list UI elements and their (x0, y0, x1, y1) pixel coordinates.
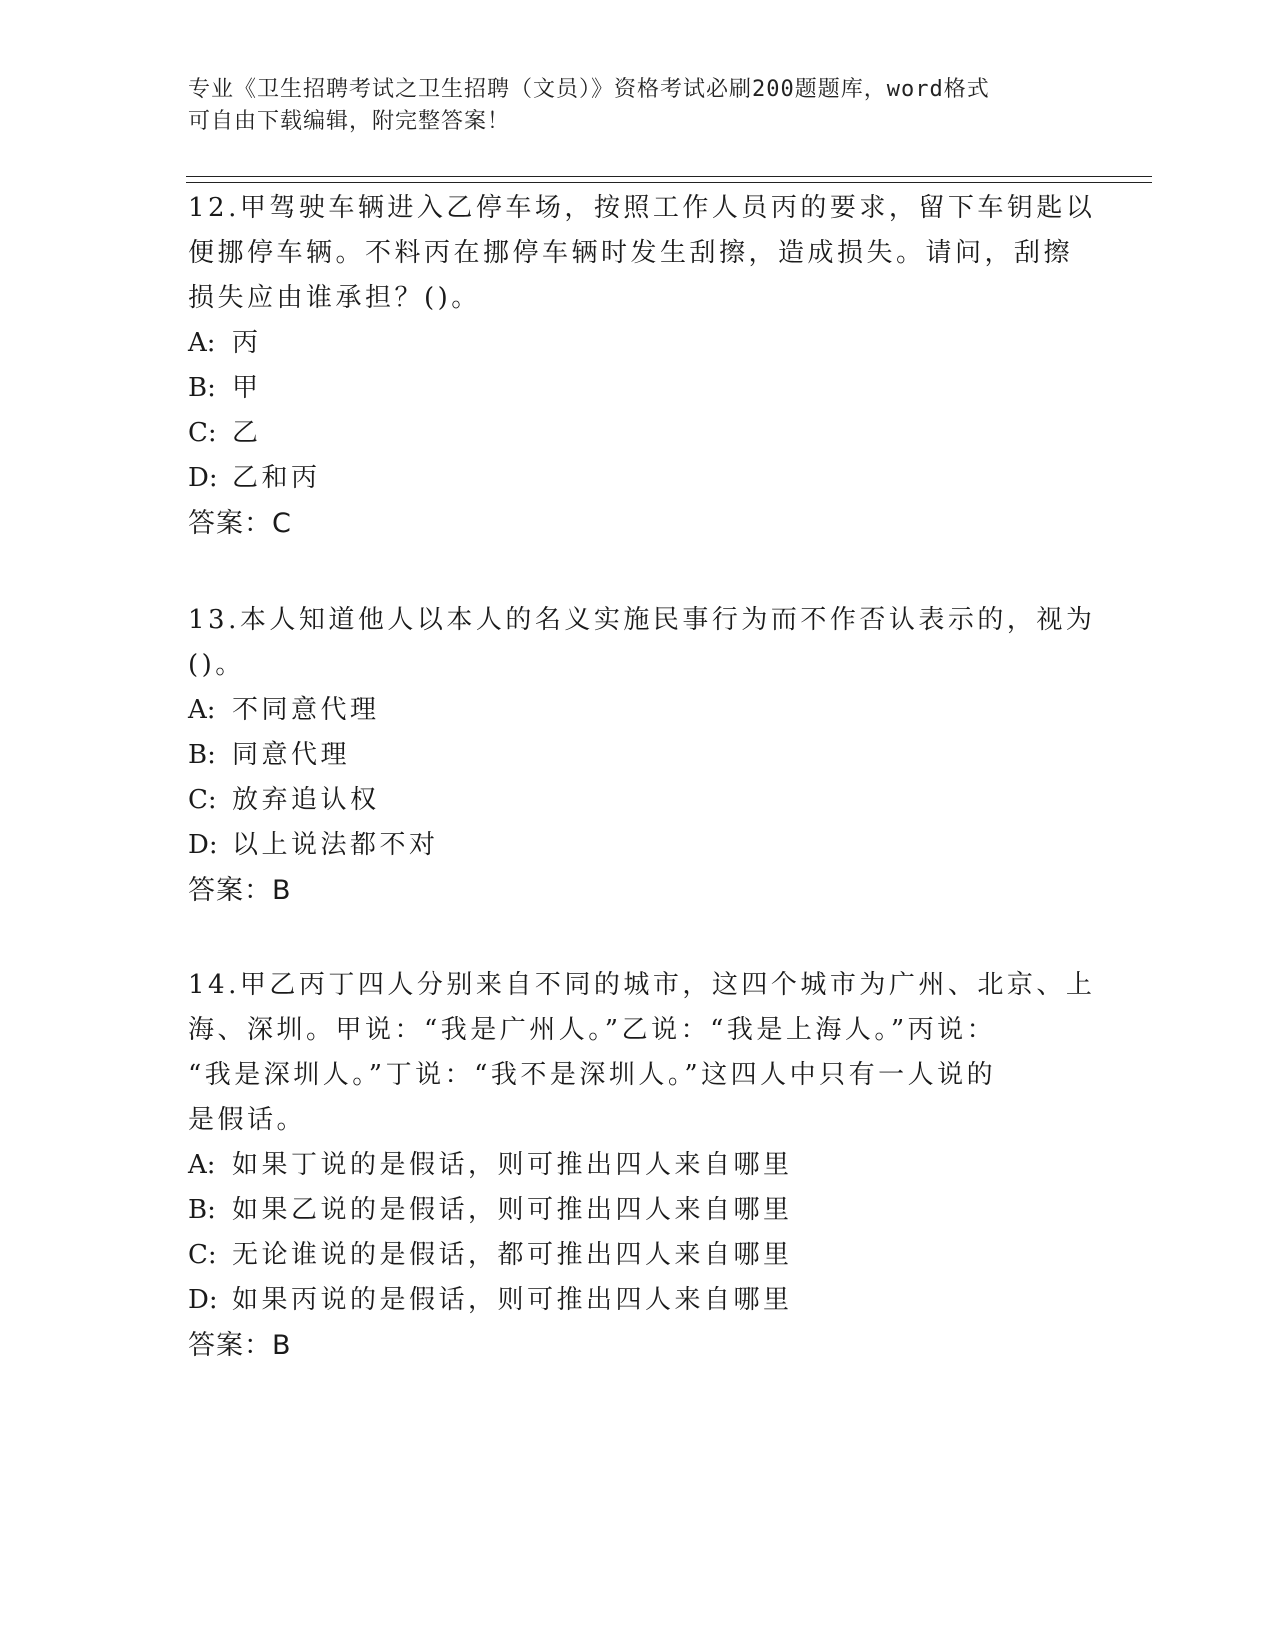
option-letter: A: (188, 695, 216, 725)
option-text: 乙 (232, 418, 262, 448)
option-letter: A: (188, 1150, 216, 1180)
option-d (188, 1278, 1088, 1323)
option-text: 甲 (232, 373, 262, 403)
answer-line: 答案：B (188, 1330, 292, 1361)
option-text: 如果乙说的是假话，则可推出四人来自哪里 (232, 1195, 793, 1225)
option-text: 不同意代理 (232, 695, 380, 725)
option-b (188, 1188, 1088, 1233)
header-line-1: 专业《卫生招聘考试之卫生招聘（文员）》资格考试必刷200题题库，word格式 (188, 77, 990, 102)
option-letter: C: (188, 785, 217, 815)
option-b (188, 733, 1088, 778)
header-divider-top (186, 176, 1152, 177)
option-text: 乙和丙 (232, 463, 321, 493)
question-14 (188, 963, 1096, 1369)
stem-line: 是假话。 (188, 1105, 307, 1135)
stem-line: 12.甲驾驶车辆进入乙停车场，按照工作人员丙的要求，留下车钥匙以 (188, 193, 1096, 223)
option-text: 如果丁说的是假话，则可推出四人来自哪里 (232, 1150, 793, 1180)
option-c (188, 778, 1088, 823)
option-a (188, 321, 1088, 366)
option-letter: D: (188, 830, 218, 860)
stem-line: “我是深圳人。”丁说：“我不是深圳人。”这四人中只有一人说的 (188, 1060, 997, 1090)
option-letter: A: (188, 328, 216, 358)
option-text: 如果丙说的是假话，则可推出四人来自哪里 (232, 1285, 793, 1315)
option-letter: B: (188, 373, 216, 403)
question-stem (188, 186, 1096, 321)
stem-line: 13.本人知道他人以本人的名义实施民事行为而不作否认表示的，视为 (188, 605, 1096, 635)
option-d (188, 456, 1088, 501)
option-a (188, 688, 1088, 733)
stem-line: 便挪停车辆。不料丙在挪停车辆时发生刮擦，造成损失。请问，刮擦 (188, 238, 1074, 268)
option-d (188, 823, 1088, 868)
option-letter: D: (188, 463, 218, 493)
header-divider-bottom (186, 182, 1152, 183)
stem-line: 14.甲乙丙丁四人分别来自不同的城市，这四个城市为广州、北京、上 (188, 970, 1096, 1000)
option-letter: C: (188, 418, 217, 448)
option-text: 同意代理 (232, 740, 351, 770)
option-c (188, 411, 1088, 456)
stem-line: 损失应由谁承担？()。 (188, 283, 481, 313)
stem-line: ()。 (188, 650, 245, 680)
option-letter: B: (188, 1195, 216, 1225)
answer-line: 答案：B (188, 875, 292, 906)
question-12 (188, 186, 1096, 547)
option-text: 放弃追认权 (232, 785, 380, 815)
stem-line: 海、深圳。甲说：“我是广州人。”乙说：“我是上海人。”丙说： (188, 1015, 997, 1045)
option-text: 无论谁说的是假话，都可推出四人来自哪里 (232, 1240, 793, 1270)
option-letter: D: (188, 1285, 218, 1315)
option-b (188, 366, 1088, 411)
option-a (188, 1143, 1088, 1188)
document-header (188, 74, 1088, 138)
header-line-2: 可自由下载编辑，附完整答案！ (188, 109, 511, 134)
question-13 (188, 598, 1096, 914)
option-text: 丙 (232, 328, 262, 358)
question-stem (188, 598, 1096, 688)
option-text: 以上说法都不对 (232, 830, 439, 860)
question-stem (188, 963, 1096, 1143)
option-letter: C: (188, 1240, 217, 1270)
answer-line: 答案：C (188, 508, 292, 539)
option-letter: B: (188, 740, 216, 770)
option-c (188, 1233, 1088, 1278)
